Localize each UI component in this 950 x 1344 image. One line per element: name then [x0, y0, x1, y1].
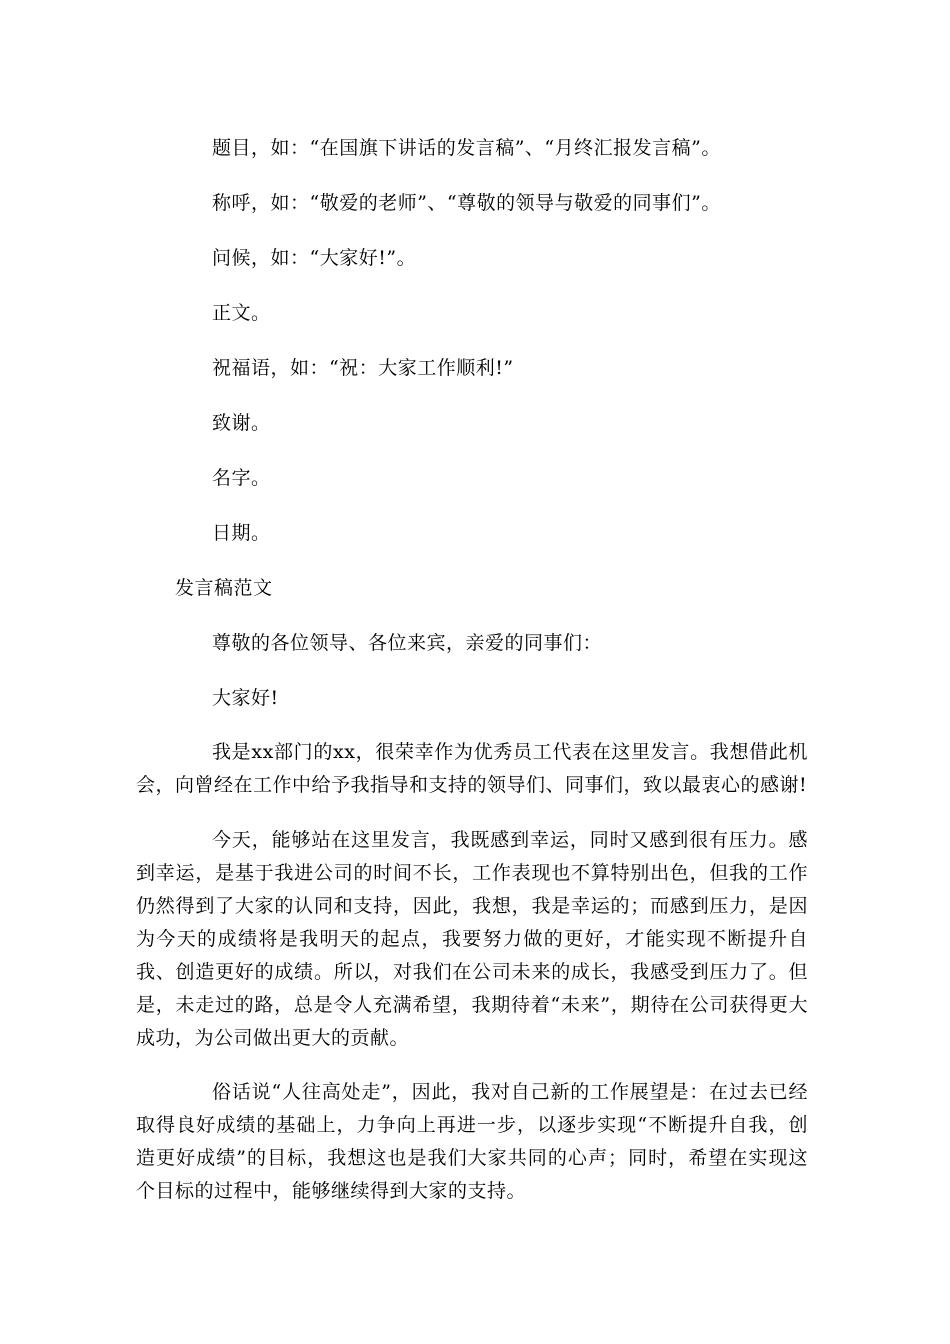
outline-item-date: 日期。	[212, 522, 271, 544]
speech-paragraph: 今天，能够站在这里发言，我既感到幸运，同时又感到很有压力。感到幸运，是基于我进公司的时间不长，工作表现也不算特别出色，但我的工作仍然得到了大家的认同和支持，因此，我想，我是幸运的；而感到压力，是因为今天的成绩将是我明天的起点，我要努力做的更好，才能实现不断提升自我、创造更好的成绩。所以，对我们在公司未来的成长，我感受到压力了。但是，未走过的路，总是令人充满希望，我期待着“未来”，期待在公司获得更大成功，为公司做出更大的贡献。	[136, 829, 808, 1049]
speech-salutation: 尊敬的各位领导、各位来宾，亲爱的同事们：	[212, 632, 603, 654]
outline-item-body: 正文。	[212, 302, 271, 324]
section-title: 发言稿范文	[175, 577, 273, 599]
speech-paragraph: 俗话说“人往高处走”，因此，我对自己新的工作展望是：在过去已经取得良好成绩的基础上，力争向上再进一步，以逐步实现“不断提升自我，创造更好成绩”的目标，我想这也是我们大家共同的心声；同时，希望在实现这个目标的过程中，能够继续得到大家的支持。	[136, 1081, 808, 1202]
outline-item-title: 题目，如：“在国旗下讲话的发言稿”、“月终汇报发言稿”。	[212, 137, 721, 159]
outline-item-name: 名字。	[212, 467, 271, 489]
outline-item-thanks: 致谢。	[212, 412, 271, 434]
outline-item-blessing: 祝福语，如：“祝：大家工作顺利!”	[212, 357, 514, 379]
speech-greeting: 大家好!	[212, 687, 279, 709]
outline-item-salutation: 称呼，如：“敬爱的老师”、“尊敬的领导与敬爱的同事们”。	[212, 192, 721, 214]
speech-paragraph: 我是xx部门的xx，很荣幸作为优秀员工代表在这里发言。我想借此机会，向曾经在工作中给予我指导和支持的领导们、同事们，致以最衷心的感谢!	[136, 741, 808, 796]
outline-item-greeting: 问候，如：“大家好!”。	[212, 247, 417, 269]
